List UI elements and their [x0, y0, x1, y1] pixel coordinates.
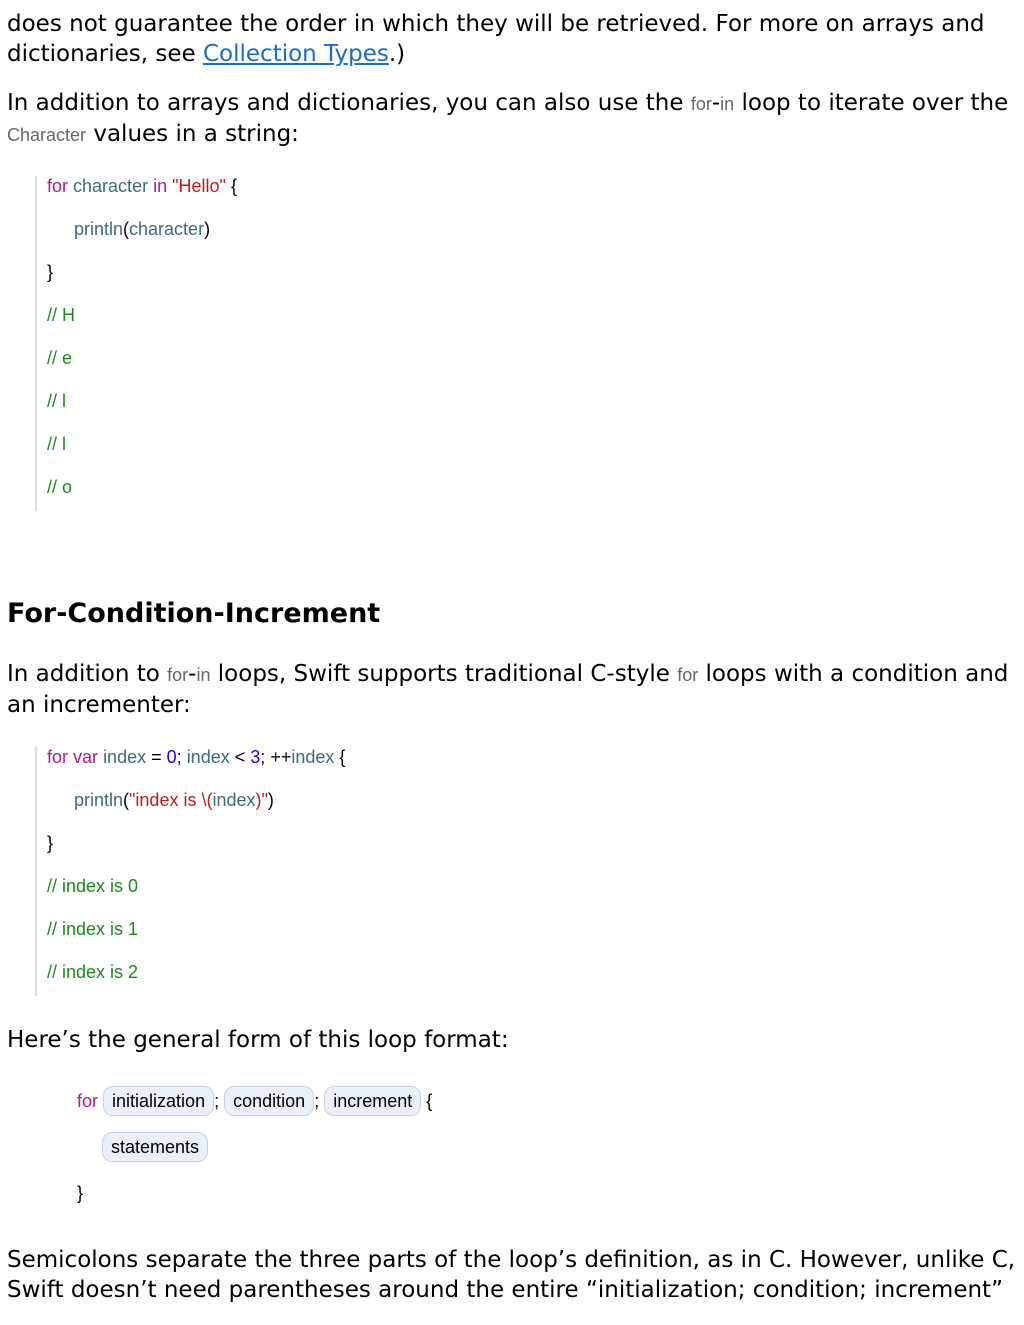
para3-text-mid: loops, Swift supports traditional C-style [210, 661, 678, 687]
inline-code-in: in [196, 665, 211, 685]
code-line [37, 262, 237, 305]
inline-code-for: for [677, 665, 699, 685]
code-line [37, 833, 345, 876]
keyword-for: for [47, 176, 69, 196]
dash: - [188, 661, 197, 687]
operator: < [234, 747, 246, 767]
para2-text: In addition to arrays and dictionaries, you can also use the [7, 90, 691, 116]
inline-code-for: for [690, 94, 712, 114]
brace: { [339, 747, 346, 767]
paren: ) [204, 219, 211, 239]
semicolon: ; [314, 1091, 320, 1111]
para3-line2: an incrementer: [7, 692, 191, 718]
inline-code-character: Character [7, 125, 87, 145]
para3-text: In addition to [7, 661, 168, 687]
para2-line2: values in a string: [86, 121, 299, 147]
semicolon: ; [260, 747, 266, 767]
brace: } [77, 1183, 84, 1203]
code-line [37, 747, 345, 790]
semicolons-paragraph [7, 1245, 1015, 1305]
for-condition-paragraph [7, 659, 1008, 720]
brace: } [47, 833, 54, 853]
intro-paragraph [7, 9, 985, 69]
paren: ( [123, 219, 130, 239]
keyword-in: in [153, 176, 168, 196]
number-literal: 0 [166, 747, 177, 767]
keyword-for: for [47, 747, 69, 767]
operator: ++ [270, 747, 292, 767]
identifier: index [291, 747, 335, 767]
code-line [37, 790, 345, 833]
dash: - [711, 90, 721, 116]
code-block-for-condition [35, 747, 345, 996]
intro-line-1: does not guarantee the order in which they will be retrieved. For more on arrays and [7, 11, 985, 37]
string-literal: )" [255, 790, 268, 810]
paren: ) [267, 790, 274, 810]
number-literal: 3 [250, 747, 261, 767]
para5-line2: Swift doesn’t need parentheses around the entire “initialization; condition; increment” [7, 1277, 1003, 1303]
form-line [77, 1178, 432, 1224]
code-line [37, 219, 237, 262]
code-comment: // o [47, 477, 73, 497]
keyword-var: var [73, 747, 99, 767]
intro-line-2-suffix: .) [388, 41, 406, 67]
brace: { [426, 1091, 433, 1111]
semicolon: ; [176, 747, 182, 767]
function-name: println [74, 219, 124, 239]
code-line [37, 176, 237, 219]
identifier: index [103, 747, 147, 767]
section-heading: For-Condition-Increment [7, 598, 381, 629]
code-comment: // index is 0 [47, 876, 139, 896]
string-literal: "index is \( [129, 790, 213, 810]
identifier: character [73, 176, 149, 196]
intro-line-2-prefix: dictionaries, see [7, 41, 203, 67]
identifier: index [212, 790, 256, 810]
form-line [77, 1132, 432, 1178]
para3-text-end: loops with a condition and [698, 661, 1009, 687]
code-comment: // e [47, 348, 73, 368]
semicolon: ; [214, 1091, 220, 1111]
function-name: println [74, 790, 124, 810]
code-comment: // index is 2 [47, 962, 139, 982]
keyword-for: for [77, 1091, 99, 1111]
collection-types-link[interactable]: Collection Types [202, 41, 389, 67]
form-line [77, 1086, 432, 1132]
code-comment: // H [47, 305, 76, 325]
placeholder-statements: statements [102, 1132, 208, 1162]
for-in-string-paragraph [7, 88, 1008, 150]
inline-code-in: in [720, 94, 735, 114]
code-comment: // l [47, 434, 67, 454]
general-form-paragraph: Here’s the general form of this loop format: [7, 1027, 509, 1053]
identifier: character [129, 219, 205, 239]
identifier: index [186, 747, 230, 767]
general-form-block [77, 1086, 432, 1224]
code-block-for-in [35, 176, 237, 511]
placeholder-condition: condition [224, 1086, 314, 1116]
placeholder-initialization: initialization [103, 1086, 214, 1116]
string-literal: "Hello" [172, 176, 226, 196]
inline-code-for: for [167, 665, 189, 685]
para5-line1: Semicolons separate the three parts of the loop’s definition, as in C. However, unlike C, [7, 1247, 1016, 1273]
placeholder-increment: increment [324, 1086, 421, 1116]
operator: = [151, 747, 162, 767]
brace: { [230, 176, 237, 196]
paren: ( [123, 790, 130, 810]
brace: } [47, 262, 54, 282]
para2-text-end: loop to iterate over the [734, 90, 1009, 116]
code-comment: // index is 1 [47, 919, 139, 939]
code-comment: // l [47, 391, 67, 411]
